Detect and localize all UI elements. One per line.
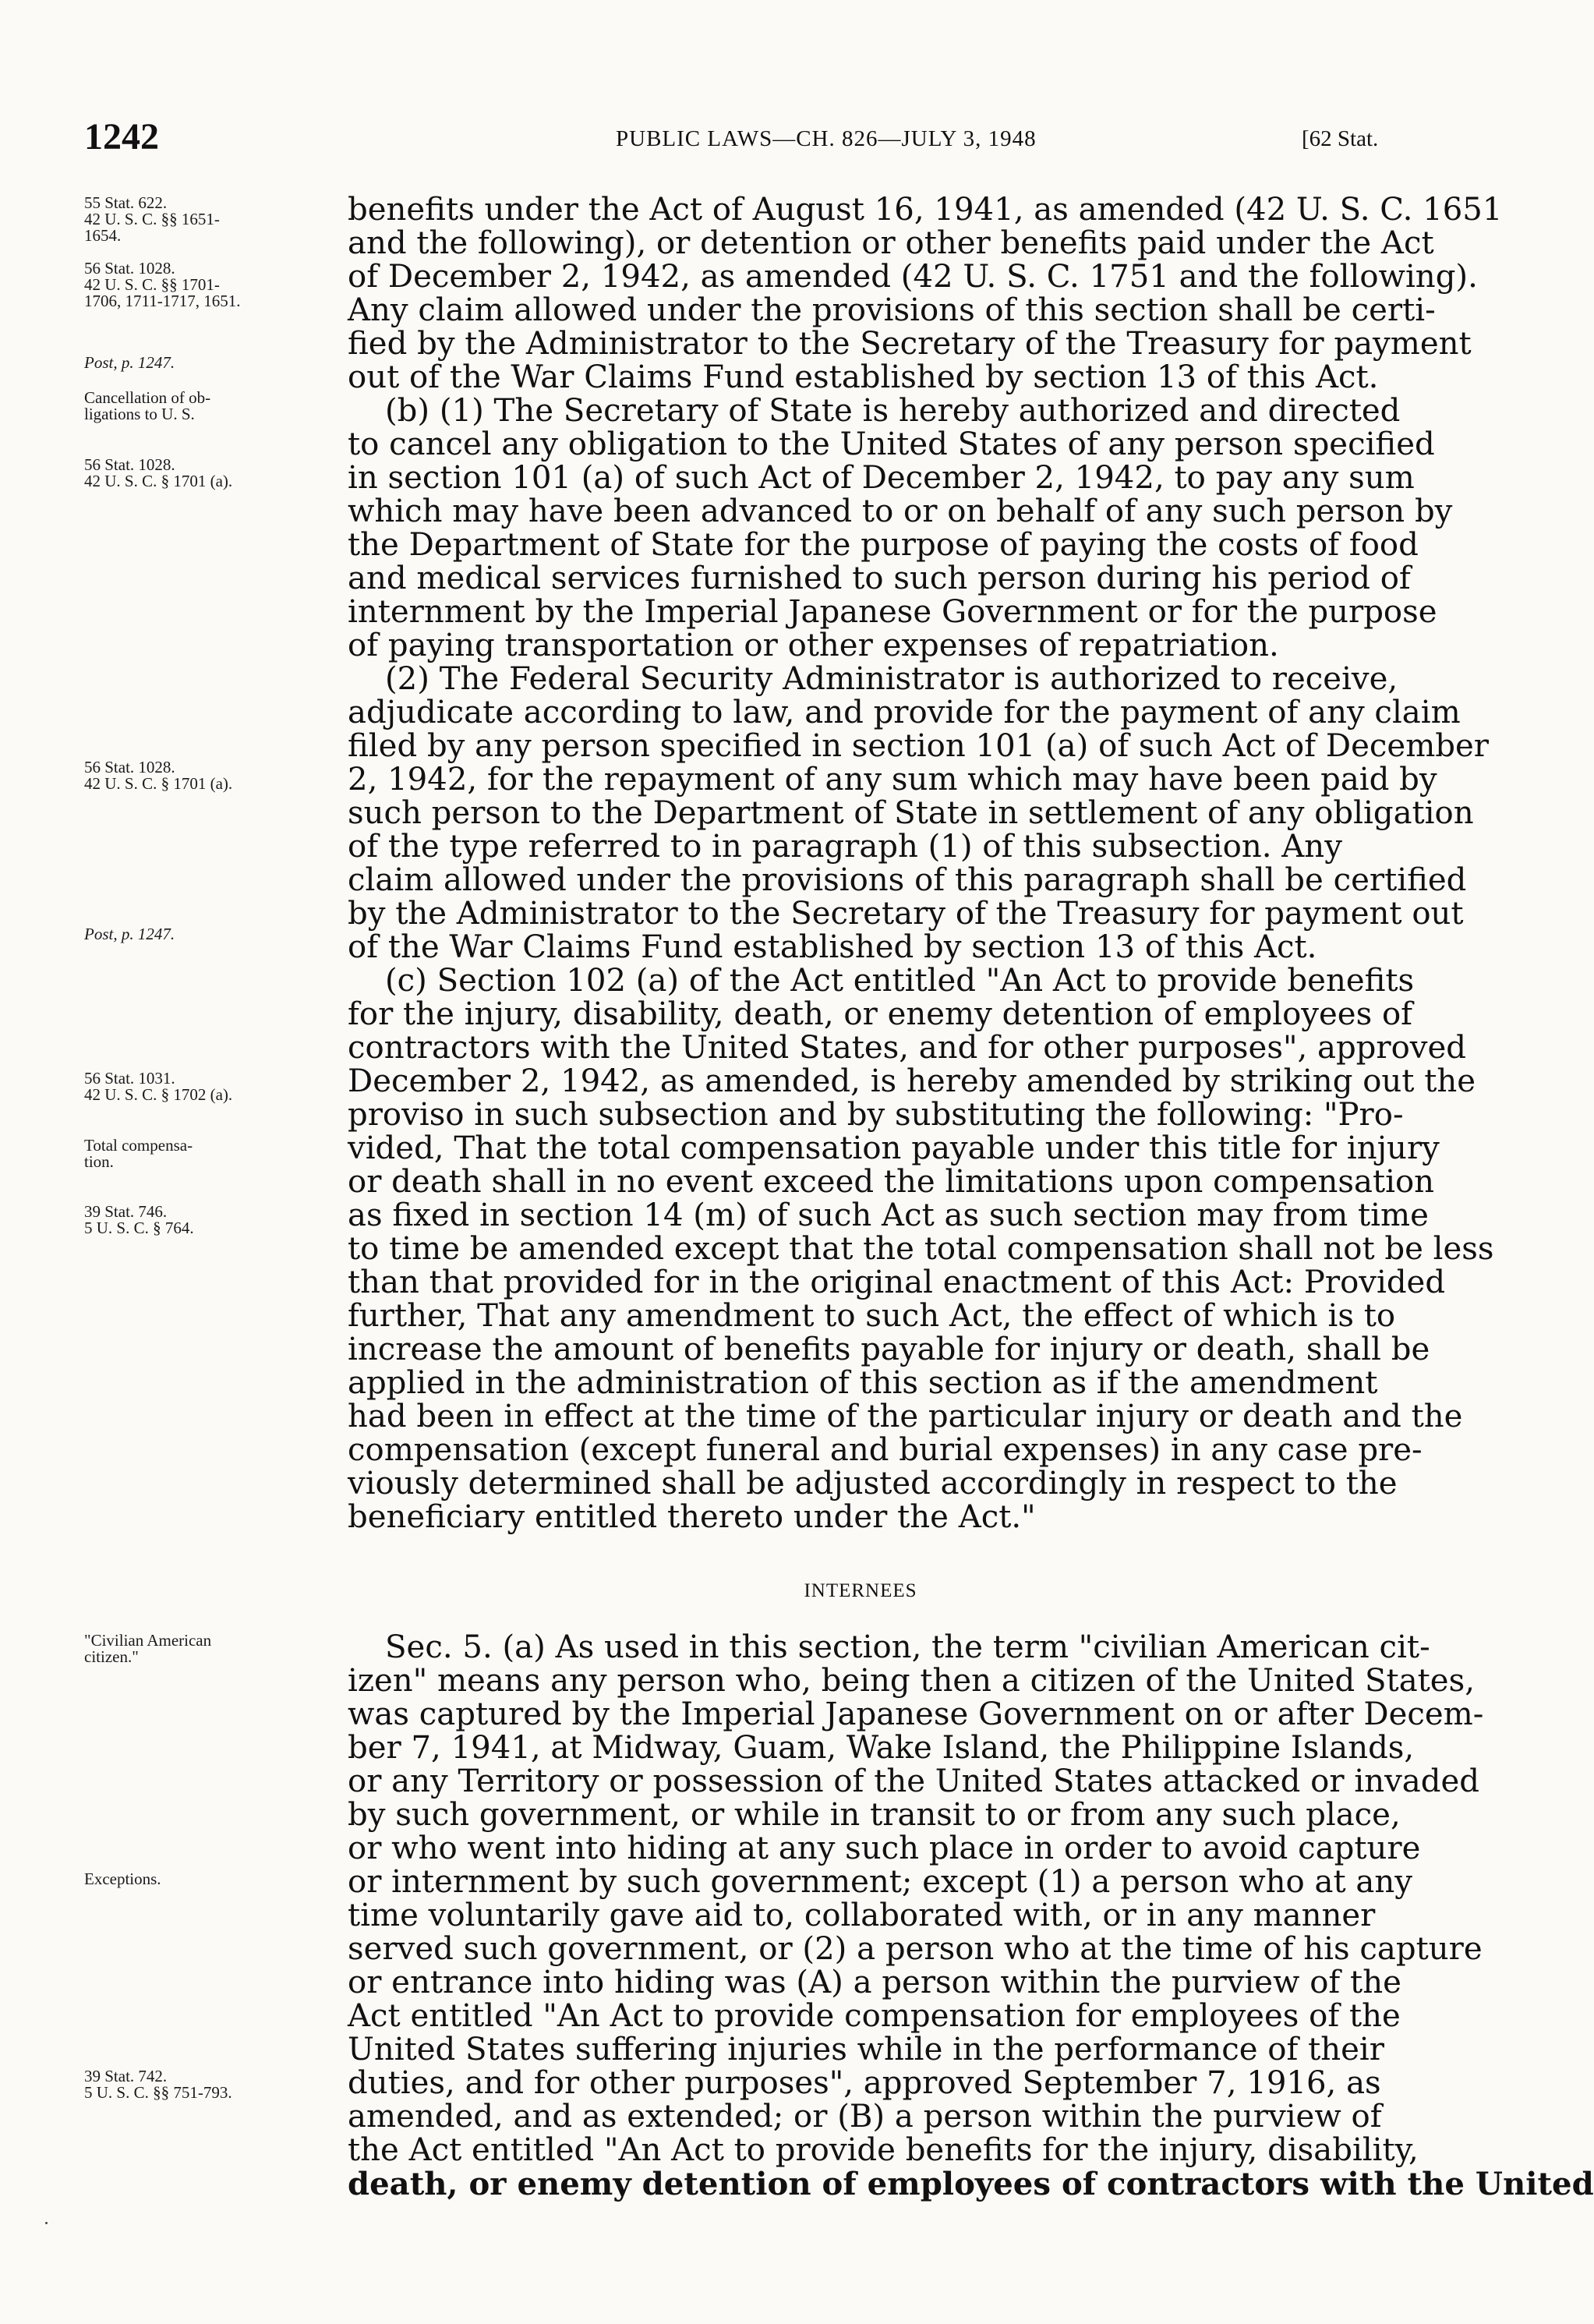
sidenote: Post, p. 1247.	[84, 353, 175, 372]
sidenote: 55 Stat. 622. 42 U. S. C. §§ 1651- 1654.	[84, 193, 220, 245]
sidenote: 56 Stat. 1028. 42 U. S. C. §§ 1701- 1706, 1711-1717, 1651.	[84, 259, 241, 310]
page-header	[0, 115, 1479, 162]
sidenote: 56 Stat. 1028. 42 U. S. C. § 1701 (a).	[84, 758, 233, 793]
section-heading: INTERNEES	[804, 1580, 917, 1601]
body-text-bottom: Sec. 5. (a) As used in this section, the term "civilian American cit- izen" means any person who, being then a citizen of the United States, was captured by the Imperial Japanese Government on or after Decem- ber 7, 1941, at Midway, Guam, Wake Island, the Philippine Islands, or any Territory or possession of the United States attacked or invaded by such government, or while in transit to or from any such place, or who went into hiding at any such place in order to avoid capture or internment by such government; except (1) a person who at any time voluntarily gave aid to, collaborated with, or in any manner served such government, or (2) a person who at the time of his capture or entrance into hiding was (A) a person within the purview of the Act entitled "An Act to provide compensation for employees of the United States suffering injuries while in the performance of their duties, and for other purposes", approved September 7, 1916, as amended, and as extended; or (B) a person within the purview of the Act entitled "An Act to provide benefits for the injury, disability, death, or enemy detention of employees of contractors with the United	[348, 1629, 1594, 2202]
sidenote: "Civilian American citizen."	[84, 1631, 212, 1666]
page-number: 1242	[84, 116, 159, 157]
sidenote: Cancellation of ob- ligations to U. S.	[84, 388, 211, 423]
sidenote: 56 Stat. 1028. 42 U. S. C. § 1701 (a).	[84, 455, 233, 490]
sidenote: Post, p. 1247.	[84, 925, 175, 943]
sidenote: 39 Stat. 742. 5 U. S. C. §§ 751-793.	[84, 2067, 232, 2102]
speck	[45, 2222, 48, 2224]
sidenote: 56 Stat. 1031. 42 U. S. C. § 1702 (a).	[84, 1069, 233, 1104]
body-text-top: benefits under the Act of August 16, 1941, as amended (42 U. S. C. 1651 and the following), or detention or other benefits paid under the Act of December 2, 1942, as amended (42 U. S. C. 1751 and the following). Any claim allowed under the provisions of this section shall be certi- fied by the Administrator to the Secretary of the Treasury for payment out of the War Claims Fund established by section 13 of this Act. (b) (1) The Secretary of State is hereby authorized and directed to cancel any obligation to the United States of any person specified in section 101 (a) of such Act of December 2, 1942, to pay any sum which may have been advanced to or on behalf of any such person by the Department of State for the purpose of paying the costs of food and medical services furnished to such person during his period of internment by the Imperial Japanese Government or for the purpose of paying transportation or other expenses of repatriation. (2) The Federal Security Administrator is authorized to receive, adjudicate according to law, and provide for the payment of any claim filed by any person specified in section 101 (a) of such Act of December 2, 1942, for the repayment of any sum which may have been paid by such person to the Department of State in settlement of any obligation of the type referred to in paragraph (1) of this subsection. Any claim allowed under the provisions of this paragraph shall be certified by the Administrator to the Secretary of the Treasury for payment out of the War Claims Fund established by section 13 of this Act. (c) Section 102 (a) of the Act entitled "An Act to provide benefits for the injury, disability, death, or enemy detention of employees of contractors with the United States, and for other purposes", approved December 2, 1942, as amended, is hereby amended by striking out the proviso in such subsection and by substituting the following: "Pro- vided, That the total compensation payable under this title for injury or death shall in no event exceed the limitations upon compensation as fixed in section 14 (m) of such Act as such section may from time to time be amended except that the total compensation shall not be less than that provided for in the original enactment of this Act: Provided further, That any amendment to such Act, the effect of which is to increase the amount of benefits payable for injury or death, shall be applied in the administration of this section as if the amendment had been in effect at the time of the particular injury or death and the compensation (except funeral and burial expenses) in any case pre- viously determined shall be adjusted accordingly in respect to the beneficiary entitled thereto under the Act."	[348, 192, 1503, 1535]
sidenote: Exceptions.	[84, 1869, 161, 1888]
statute-reference: [62 Stat.	[1302, 126, 1379, 151]
running-title: PUBLIC LAWS—CH. 826—JULY 3, 1948	[616, 126, 1037, 151]
sidenote: 39 Stat. 746. 5 U. S. C. § 764.	[84, 1202, 194, 1237]
sidenote: Total compensa- tion.	[84, 1136, 193, 1171]
